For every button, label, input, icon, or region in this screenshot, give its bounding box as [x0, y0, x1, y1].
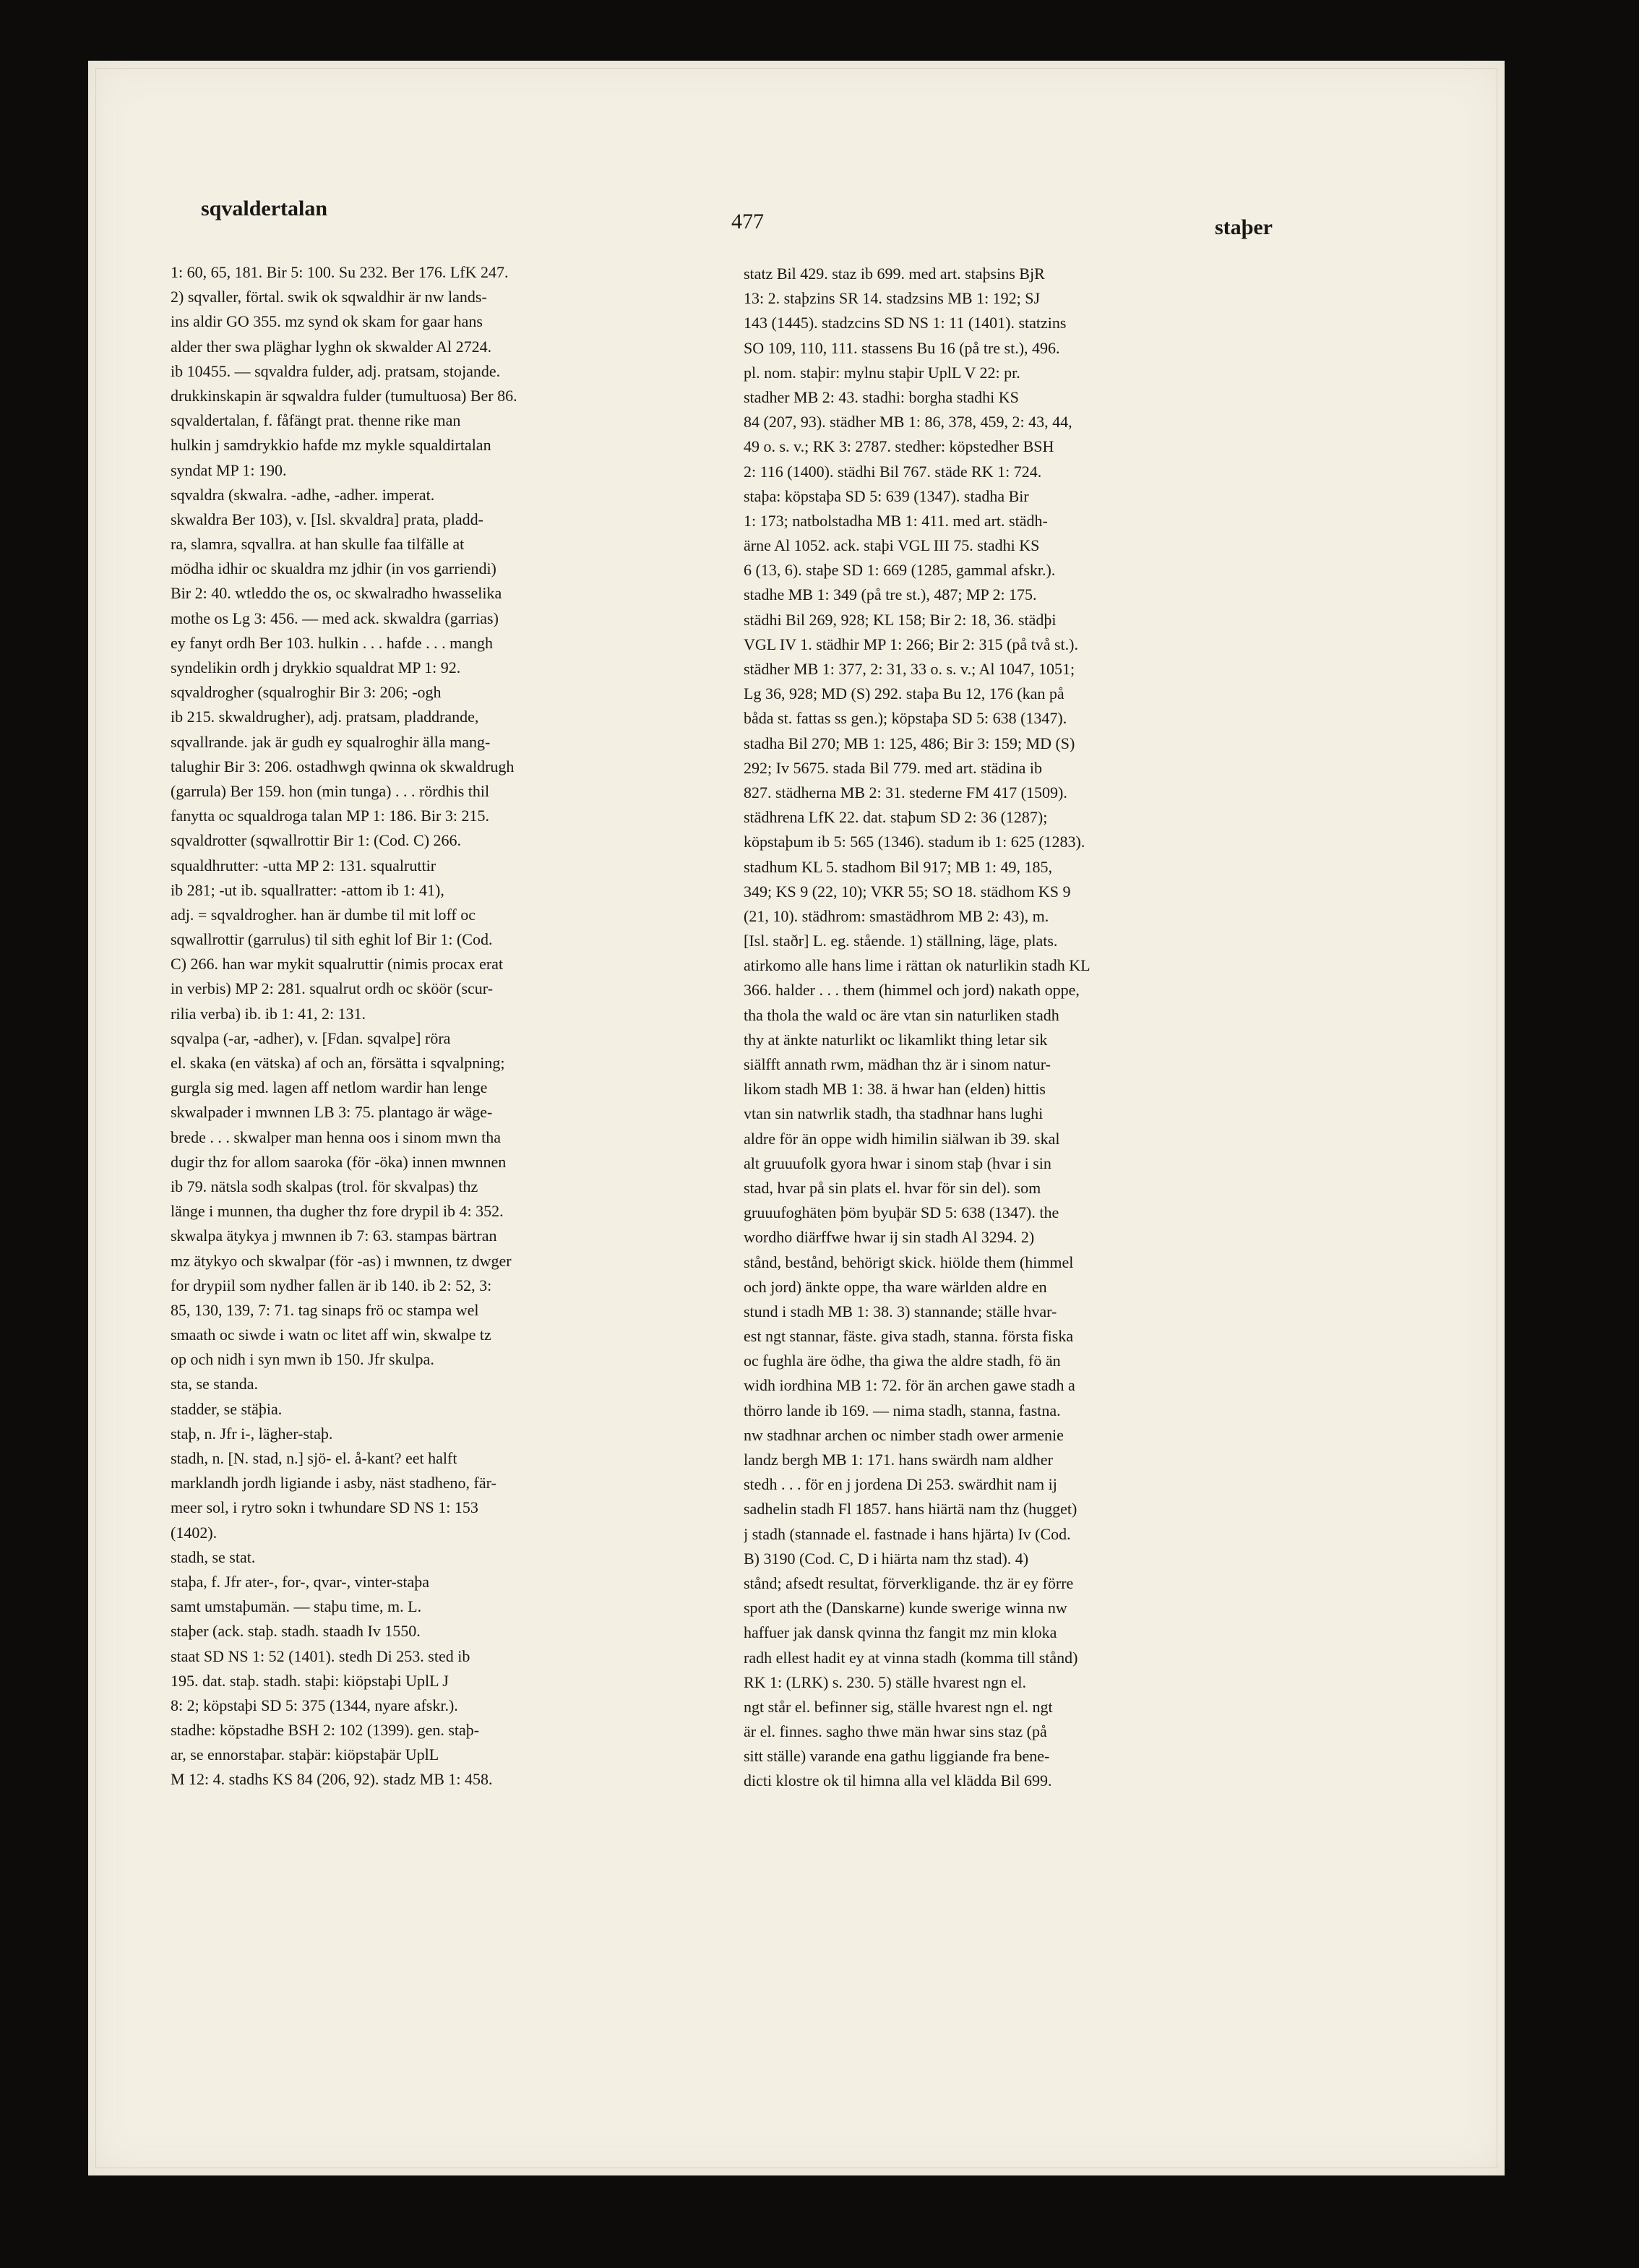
text-line: 1: 173; natbolstadha MB 1: 411. med art. städh-	[744, 511, 1048, 530]
text-line: staþ, n. Jfr i-, lägher-staþ.	[171, 1424, 333, 1443]
text-line: (21, 10). städhrom: smastädhrom MB 2: 43), m.	[744, 906, 1049, 925]
text-line: 6 (13, 6). staþe SD 1: 669 (1285, gammal afskr.).	[744, 561, 1056, 580]
text-line: sqvallrande. jak är gudh ey squalroghir älla mang-	[171, 732, 491, 751]
text-line: 1: 60, 65, 181. Bir 5: 100. Su 232. Ber 176. LfK 247.	[171, 263, 509, 281]
text-line: köpstaþum ib 5: 565 (1346). stadum ib 1: 625 (1283).	[744, 833, 1085, 851]
text-line: radh ellest hadit ey at vinna stadh (komma till stånd)	[744, 1648, 1078, 1667]
text-line: sqvaldertalan, f. fåfängt prat. thenne rike man	[171, 411, 461, 430]
text-line: sqvaldrotter (sqwallrottir Bir 1: (Cod. C) 266.	[171, 831, 462, 850]
text-line: nw stadhnar archen oc nimber stadh ower armenie	[744, 1425, 1064, 1444]
text-line: Bir 2: 40. wtleddo the os, oc skwalradho hwasselika	[171, 584, 502, 603]
text-line: gurgla sig med. lagen aff netlom wardir han lenge	[171, 1078, 488, 1097]
text-line: in verbis) MP 2: 281. squalrut ordh oc sköör (scur-	[171, 979, 494, 998]
text-line: for drypiil som nydher fallen är ib 140. ib 2: 52, 3:	[171, 1276, 492, 1294]
text-line: sqvaldra (skwalra. -adhe, -adher. imperat.	[171, 485, 435, 504]
text-line: syndat MP 1: 190.	[171, 460, 287, 479]
text-line: staþer (ack. staþ. stadh. staadh Iv 1550.	[171, 1622, 421, 1641]
text-line: tha thola the wald oc äre vtan sin naturliken stadh	[744, 1005, 1059, 1024]
text-line: stadher MB 2: 43. stadhi: borgha stadhi KS	[744, 387, 1019, 406]
text-line: alt gruuufolk gyora hwar i sinom staþ (hvar i sin	[744, 1154, 1051, 1172]
text-line: drukkinskapin är sqwaldra fulder (tumultuosa) Ber 86.	[171, 386, 517, 405]
text-line: 292; Iv 5675. stada Bil 779. med art. städina ib	[744, 758, 1043, 777]
text-line: ib 281; -ut ib. squallratter: -attom ib 1: 41),	[171, 880, 444, 899]
text-line: och jord) änkte oppe, tha ware wärlden aldre en	[744, 1277, 1047, 1296]
text-line: M 12: 4. stadhs KS 84 (206, 92). stadz MB 1: 458.	[171, 1770, 493, 1789]
text-line: wordho diärffwe hwar ij sin stadh Al 3294. 2)	[744, 1228, 1035, 1247]
text-line: skwalpa ätykya j mwnnen ib 7: 63. stampas bärtran	[171, 1227, 497, 1245]
text-line: städher MB 1: 377, 2: 31, 33 o. s. v.; Al 1047, 1051;	[744, 660, 1075, 678]
text-line: el. skaka (en vätska) af och an, försätta i sqvalpning;	[171, 1054, 505, 1072]
text-line: brede . . . skwalper man henna oos i sinom mwn tha	[171, 1127, 502, 1146]
text-line: B) 3190 (Cod. C, D i hiärta nam thz stad). 4)	[744, 1549, 1029, 1568]
text-line: skwaldra Ber 103), v. [Isl. skvaldra] prata, pladd-	[171, 510, 483, 528]
text-line: widh iordhina MB 1: 72. för än archen gawe stadh a	[744, 1376, 1075, 1395]
text-line: atirkomo alle hans lime i rättan ok naturlikin stadh KL	[744, 956, 1090, 975]
text-line: staat SD NS 1: 52 (1401). stedh Di 253. sted ib	[171, 1646, 470, 1665]
running-head-left: sqvaldertalan	[201, 197, 328, 220]
text-line: dicti klostre ok til himna alla vel klädda Bil 699.	[744, 1771, 1052, 1790]
text-line: statz Bil 429. staz ib 699. med art. staþsins BjR	[744, 265, 1045, 283]
text-line: mödha idhir oc skualdra mz jdhir (in vos garriendi)	[171, 559, 496, 578]
text-line: stad, hvar på sin plats el. hvar för sin del). som	[744, 1178, 1041, 1197]
text-line: Lg 36, 928; MD (S) 292. staþa Bu 12, 176 (kan på	[744, 684, 1064, 703]
text-line: rilia verba) ib. ib 1: 41, 2: 131.	[171, 1004, 366, 1023]
text-line: op och nidh i syn mwn ib 150. Jfr skulpa.	[171, 1350, 434, 1369]
text-line: (1402).	[171, 1523, 218, 1542]
text-line: skwalpader i mwnnen LB 3: 75. plantago är wäge-	[171, 1103, 493, 1122]
page-number: 477	[731, 210, 764, 233]
text-line: ngt står el. befinner sig, ställe hvarest ngn el. ngt	[744, 1697, 1053, 1716]
text-line: 143 (1445). stadzcins SD NS 1: 11 (1401). statzins	[744, 314, 1067, 332]
text-line: (garrula) Ber 159. hon (min tunga) . . . rördhis thil	[171, 781, 490, 800]
text-line: ib 215. skwaldrugher), adj. pratsam, pladdrande,	[171, 708, 479, 726]
text-line: sqvalpa (-ar, -adher), v. [Fdan. sqvalpe] röra	[171, 1028, 451, 1047]
text-line: j stadh (stannade el. fastnade i hans hjärta) Iv (Cod.	[744, 1524, 1071, 1543]
text-line: est ngt stannar, fäste. giva stadh, stanna. första fiska	[744, 1327, 1074, 1346]
text-line: smaath oc siwde i watn oc litet aff win, skwalpe tz	[171, 1326, 491, 1344]
text-line: mothe os Lg 3: 456. — med ack. skwaldra (garrias)	[171, 609, 499, 627]
running-head-right: staþer	[1215, 215, 1273, 239]
text-line: RK 1: (LRK) s. 230. 5) ställe hvarest ngn el.	[744, 1672, 1027, 1691]
text-line: haffuer jak dansk qvinna thz fangit mz min kloka	[744, 1623, 1057, 1642]
text-line: ey fanyt ordh Ber 103. hulkin . . . hafde . . . mangh	[171, 633, 494, 652]
text-line: oc fughla äre ödhe, tha giwa the aldre stadh, fö än	[744, 1352, 1061, 1370]
text-line: 827. städherna MB 2: 31. stederne FM 417 (1509).	[744, 783, 1067, 802]
text-line: 85, 130, 139, 7: 71. tag sinaps frö oc stampa wel	[171, 1300, 479, 1319]
text-line: 84 (207, 93). städher MB 1: 86, 378, 459, 2: 43, 44,	[744, 413, 1072, 431]
text-line: meer sol, i rytro sokn i twhundare SD NS 1: 153	[171, 1498, 478, 1517]
text-line: mz ätykyo och skwalpar (för -as) i mwnnen, tz dwger	[171, 1251, 512, 1270]
text-line: ra, slamra, sqvallra. at han skulle faa tilfälle at	[171, 535, 465, 554]
left-column	[171, 260, 705, 1792]
text-line: 366. halder . . . them (himmel och jord) nakath oppe,	[744, 981, 1080, 1000]
text-line: staþa: köpstaþa SD 5: 639 (1347). stadha Bir	[744, 486, 1029, 505]
text-line: 49 o. s. v.; RK 3: 2787. stedher: köpstedher BSH	[744, 437, 1054, 456]
text-line: fanytta oc squaldroga talan MP 1: 186. Bir 3: 215.	[171, 807, 489, 825]
text-line: stadh, n. [N. stad, n.] sjö- el. å-kant? eet halft	[171, 1449, 457, 1467]
text-line: hulkin j samdrykkio hafde mz mykle squaldirtalan	[171, 436, 491, 455]
text-line: dugir thz for allom saaroka (för -öka) innen mwnnen	[171, 1152, 507, 1171]
text-line: siälfft annath rwm, mädhan thz är i sinom natur-	[744, 1055, 1051, 1073]
text-line: VGL IV 1. städhir MP 1: 266; Bir 2: 315 (på två st.).	[744, 635, 1078, 653]
text-line: syndelikin ordh j drykkio squaldrat MP 1: 92.	[171, 658, 461, 676]
text-line: landz bergh MB 1: 171. hans swärdh nam aldher	[744, 1451, 1053, 1469]
text-line: sta, se standa.	[171, 1375, 258, 1393]
text-line: likom stadh MB 1: 38. ä hwar han (elden) hittis	[744, 1080, 1046, 1099]
text-line: samt umstaþumän. — staþu time, m. L.	[171, 1597, 422, 1616]
text-line: stadh, se stat.	[171, 1547, 256, 1566]
text-line: 8: 2; köpstaþi SD 5: 375 (1344, nyare afskr.).	[171, 1696, 458, 1714]
text-line: staþa, f. Jfr ater-, for-, qvar-, vinter-staþa	[171, 1572, 430, 1591]
text-line: 2) sqvaller, förtal. swik ok sqwaldhir är nw lands-	[171, 288, 487, 306]
text-line: C) 266. han war mykit squalruttir (nimis procax erat	[171, 955, 504, 974]
text-line: städhi Bil 269, 928; KL 158; Bir 2: 18, 36. städþi	[744, 610, 1057, 629]
text-line: båda st. fattas ss gen.); köpstaþa SD 5: 638 (1347).	[744, 709, 1067, 728]
text-line: sqvaldrogher (squalroghir Bir 3: 206; -ogh	[171, 683, 442, 702]
text-line: talughir Bir 3: 206. ostadhwgh qwinna ok skwaldrugh	[171, 757, 515, 776]
text-line: ärne Al 1052. ack. staþi VGL III 75. stadhi KS	[744, 536, 1040, 555]
text-line: ar, se ennorstaþar. staþär: kiöpstaþär UplL	[171, 1745, 439, 1764]
text-line: stadder, se stäþia.	[171, 1399, 283, 1418]
text-line: ib 79. nätsla sodh skalpas (trol. för skvalpas) thz	[171, 1177, 478, 1195]
text-line: stedh . . . för en j jordena Di 253. swärdhit nam ij	[744, 1475, 1057, 1494]
text-line: sadhelin stadh Fl 1857. hans hiärtä nam thz (hugget)	[744, 1500, 1077, 1519]
text-line: stadha Bil 270; MB 1: 125, 486; Bir 3: 159; MD (S)	[744, 734, 1075, 752]
text-line: 13: 2. staþzins SR 14. stadzsins MB 1: 192; SJ	[744, 289, 1041, 308]
text-line: alder ther swa pläghar lyghn ok skwalder Al 2724.	[171, 337, 492, 356]
text-line: aldre för än oppe widh himilin siälwan ib 39. skal	[744, 1129, 1060, 1148]
text-line: sitt ställe) varande ena gathu liggiande fra bene-	[744, 1747, 1050, 1766]
text-line: thörro lande ib 169. — nima stadh, stanna, fastna.	[744, 1401, 1061, 1419]
text-line: ins aldir GO 355. mz synd ok skam for gaar hans	[171, 312, 483, 331]
text-line: sqwallrottir (garrulus) til sith eghit lof Bir 1: (Cod.	[171, 930, 493, 949]
text-line: stadhe MB 1: 349 (på tre st.), 487; MP 2: 175.	[744, 585, 1037, 604]
text-line: thy at änkte naturlikt oc likamlikt thing letar sik	[744, 1030, 1048, 1049]
text-line: är el. finnes. sagho thwe män hwar sins staz (på	[744, 1722, 1047, 1741]
text-line: stadhe: köpstadhe BSH 2: 102 (1399). gen. staþ-	[171, 1721, 480, 1740]
text-line: 2: 116 (1400). städhi Bil 767. städe RK 1: 724.	[744, 462, 1042, 481]
text-line: stund i stadh MB 1: 38. 3) stannande; ställe hvar-	[744, 1302, 1057, 1320]
text-line: länge i munnen, tha dugher thz fore drypil ib 4: 352.	[171, 1202, 504, 1221]
text-line: stånd; afsedt resultat, förverkligande. thz är ey förre	[744, 1573, 1074, 1592]
text-line: 349; KS 9 (22, 10); VKR 55; SO 18. städhom KS 9	[744, 882, 1071, 901]
text-line: pl. nom. staþir: mylnu staþir UplL V 22: pr.	[744, 363, 1020, 382]
text-line: stånd, bestånd, behörigt skick. hiölde them (himmel	[744, 1253, 1074, 1271]
text-line: sport ath the (Danskarne) kunde swerige winna nw	[744, 1599, 1067, 1618]
text-line: adj. = sqvaldrogher. han är dumbe til mit loff oc	[171, 905, 476, 924]
text-line: marklandh jordh ligiande i asby, näst stadheno, fär-	[171, 1474, 496, 1492]
text-line: stadhum KL 5. stadhom Bil 917; MB 1: 49, 185,	[744, 857, 1052, 876]
text-line: 195. dat. staþ. stadh. staþi: kiöpstaþi UplL J	[171, 1671, 449, 1690]
text-line: vtan sin natwrlik stadh, tha stadhnar hans lughi	[744, 1104, 1044, 1123]
text-line: städhrena LfK 22. dat. staþum SD 2: 36 (1287);	[744, 808, 1048, 827]
text-line: squaldhrutter: -utta MP 2: 131. squalruttir	[171, 856, 436, 875]
text-line: SO 109, 110, 111. stassens Bu 16 (på tre st.), 496.	[744, 338, 1060, 357]
text-line: [Isl. staðr] L. eg. stående. 1) ställning, läge, plats.	[744, 932, 1058, 950]
text-line: gruuufoghäten þöm byuþär SD 5: 638 (1347). the	[744, 1203, 1059, 1222]
right-column	[744, 262, 1302, 1794]
text-line: ib 10455. — sqvaldra fulder, adj. pratsam, stojande.	[171, 361, 501, 380]
